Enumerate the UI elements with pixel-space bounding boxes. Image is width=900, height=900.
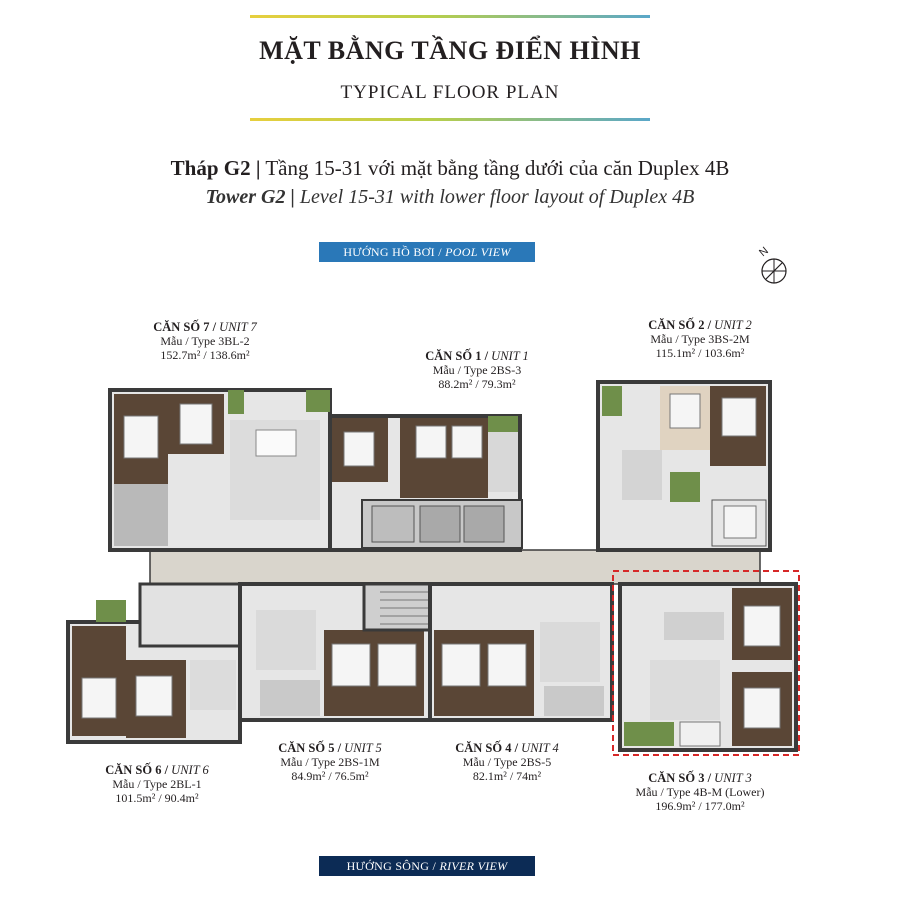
unit-3-plan [620,584,796,750]
subtitle-en-text: Level 15-31 with lower floor layout of Duplex 4B [299,186,695,208]
unit-6-name-vi: CĂN SỐ 6 / [105,763,169,777]
unit-7-type: Mẫu / Type 3BL-2 [160,334,250,348]
unit-6-area: 101.5m² / 90.4m² [115,791,199,805]
river-view-vi: HƯỚNG SÔNG / [346,859,437,873]
unit-3-label [615,771,785,813]
unit-3-area: 196.9m² / 177.0m² [655,799,745,813]
unit-2-name-vi: CĂN SỐ 2 / [648,318,712,332]
river-view-en: RIVER VIEW [439,859,508,873]
top-gradient-rule [250,15,650,18]
unit-2-plan [598,382,770,550]
compass-north-icon [758,245,792,289]
subtitle-vi [0,156,900,181]
subtitle-vi-tower: Tháp G2 | [170,156,261,180]
subtitle-en [0,186,900,209]
unit-1-area: 88.2m² / 79.3m² [438,377,516,391]
unit-5-name-en: UNIT 5 [344,741,382,755]
pool-view-label [319,242,535,262]
unit-2-name-en: UNIT 2 [714,318,752,332]
unit-6-label [72,763,242,805]
unit-1-name-vi: CĂN SỐ 1 / [425,349,489,363]
unit-5-area: 84.9m² / 76.5m² [291,769,369,783]
pool-view-vi: HƯỚNG HỒ BƠI / [343,245,442,259]
corridor [150,550,760,584]
unit-7-area: 152.7m² / 138.6m² [160,348,250,362]
unit-5-name-vi: CĂN SỐ 5 / [278,741,342,755]
unit-7-plan [110,390,330,550]
unit-2-type: Mẫu / Type 3BS-2M [650,332,750,346]
page-title-en: TYPICAL FLOOR PLAN [340,82,560,103]
unit-1-name-en: UNIT 1 [491,349,529,363]
unit-3-type: Mẫu / Type 4B-M (Lower) [635,785,765,799]
unit-4-type: Mẫu / Type 2BS-5 [462,755,552,769]
unit-6-plan [68,584,240,742]
unit-7-label [120,320,290,362]
unit-2-area: 115.1m² / 103.6m² [655,346,745,360]
unit-4-plan [430,584,612,720]
unit-6-type: Mẫu / Type 2BL-1 [112,777,202,791]
page-title-vi: MẶT BẰNG TẦNG ĐIỂN HÌNH [259,36,641,65]
unit-4-area: 82.1m² / 74m² [472,769,542,783]
unit-6-name-en: UNIT 6 [171,763,209,777]
unit-1-plan [330,416,522,550]
unit-3-name-vi: CĂN SỐ 3 / [648,771,712,785]
floor-plan-diagram [60,360,800,760]
pool-view-en: POOL VIEW [445,245,511,259]
unit-4-name-en: UNIT 4 [521,741,559,755]
unit-7-name-en: UNIT 7 [219,320,257,334]
unit-4-name-vi: CĂN SỐ 4 / [455,741,519,755]
bottom-gradient-rule [250,118,650,121]
unit-7-name-vi: CĂN SỐ 7 / [153,320,217,334]
compass-label: N [758,245,771,260]
unit-2-label [615,318,785,360]
subtitle-en-tower: Tower G2 | [205,186,295,208]
unit-1-type: Mẫu / Type 2BS-3 [432,363,522,377]
subtitle-vi-text: Tầng 15-31 với mặt bằng tầng dưới của căn Duplex 4B [265,156,730,180]
unit-5-type: Mẫu / Type 2BS-1M [280,755,380,769]
unit-3-name-en: UNIT 3 [714,771,752,785]
river-view-label [319,856,535,876]
